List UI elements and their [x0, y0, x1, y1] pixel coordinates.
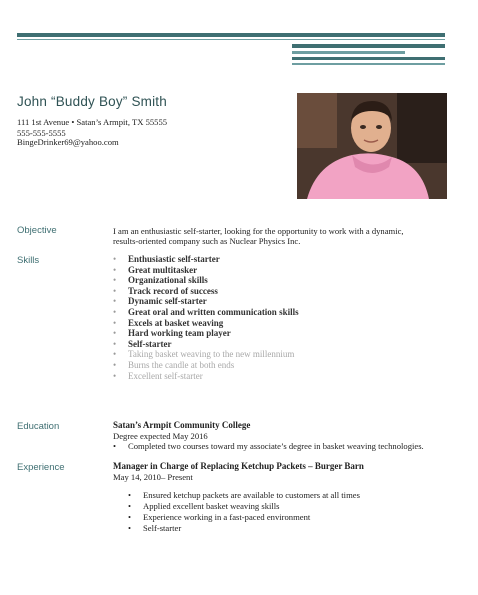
bullet-icon: • [128, 523, 132, 533]
skill-item: • Taking basket weaving to the new millennium [113, 349, 295, 360]
skill-item: • Excellent self-starter [113, 370, 203, 381]
skill-item: • Hard working team player [113, 328, 231, 339]
education-bullets [113, 441, 424, 452]
skill-item: • Great multitasker [113, 264, 198, 275]
objective-heading: Objective [17, 225, 57, 236]
experience-dates: May 14, 2010– Present [113, 472, 193, 482]
education-bullet: • Completed two courses toward my associate’s degree in basket weaving technologies. [113, 441, 424, 451]
experience-bullet: • Experience working in a fast-paced environment [128, 512, 311, 522]
bullet-icon: • [113, 349, 117, 360]
skill-item: • Great oral and written communication skills [113, 306, 299, 317]
bullet-icon: • [113, 328, 117, 339]
bullet-icon: • [128, 512, 132, 522]
objective-text-line-1: I am an enthusiastic self-starter, looking for the opportunity to work with a dynamic, [113, 226, 404, 236]
bullet-icon: • [113, 370, 117, 381]
bullet-icon: • [113, 441, 117, 451]
skills-list [113, 254, 299, 381]
bullet-icon: • [113, 275, 117, 286]
skill-item: • Burns the candle at both ends [113, 359, 235, 370]
skills-heading: Skills [17, 255, 40, 266]
bullet-icon: • [113, 285, 117, 296]
header-bar-right-1 [292, 44, 445, 48]
contact-address: 111 1st Avenue • Satan’s Armpit, TX 55555 [17, 117, 168, 127]
profile-photo [297, 93, 447, 199]
header-bar-right-2 [292, 51, 405, 54]
profile-photo-illustration [297, 93, 447, 199]
skill-item: • Dynamic self-starter [113, 296, 207, 307]
bullet-icon: • [113, 264, 117, 275]
experience-bullet: • Ensured ketchup packets are available to customers at all times [128, 490, 360, 500]
bullet-icon: • [113, 296, 117, 307]
bullet-icon: • [113, 338, 117, 349]
bullet-icon: • [113, 306, 117, 317]
experience-heading: Experience [17, 462, 65, 473]
skill-item: • Excels at basket weaving [113, 317, 224, 328]
resume-name: John “Buddy Boy” Smith [17, 94, 167, 109]
header-bar-top [17, 33, 445, 37]
bullet-icon: • [128, 490, 132, 500]
education-heading: Education [17, 421, 60, 432]
objective-text-line-2: results-oriented company such as Nuclear Physics Inc. [113, 236, 301, 246]
header-bar-right-4 [292, 63, 445, 65]
bullet-icon: • [113, 317, 117, 328]
header-bar-right-3 [292, 57, 445, 60]
bullet-icon: • [113, 359, 117, 370]
skill-item: • Organizational skills [113, 275, 208, 286]
skill-item: • Enthusiastic self-starter [113, 254, 220, 264]
experience-bullets [128, 490, 360, 534]
skill-item: • Track record of success [113, 285, 218, 296]
experience-bullet: • Self-starter [128, 523, 182, 533]
header-bar-thin [17, 39, 445, 40]
education-school: Satan’s Armpit Community College [113, 420, 251, 430]
experience-bullet: • Applied excellent basket weaving skills [128, 501, 280, 511]
bullet-icon: • [113, 254, 117, 264]
bullet-icon: • [128, 501, 132, 511]
skill-item: • Self-starter [113, 338, 172, 349]
contact-email: BingeDrinker69@yahoo.com [17, 137, 119, 147]
experience-title: Manager in Charge of Replacing Ketchup Packets – Burger Barn [113, 461, 364, 471]
education-degree: Degree expected May 2016 [113, 431, 208, 441]
contact-phone: 555-555-5555 [17, 128, 66, 138]
